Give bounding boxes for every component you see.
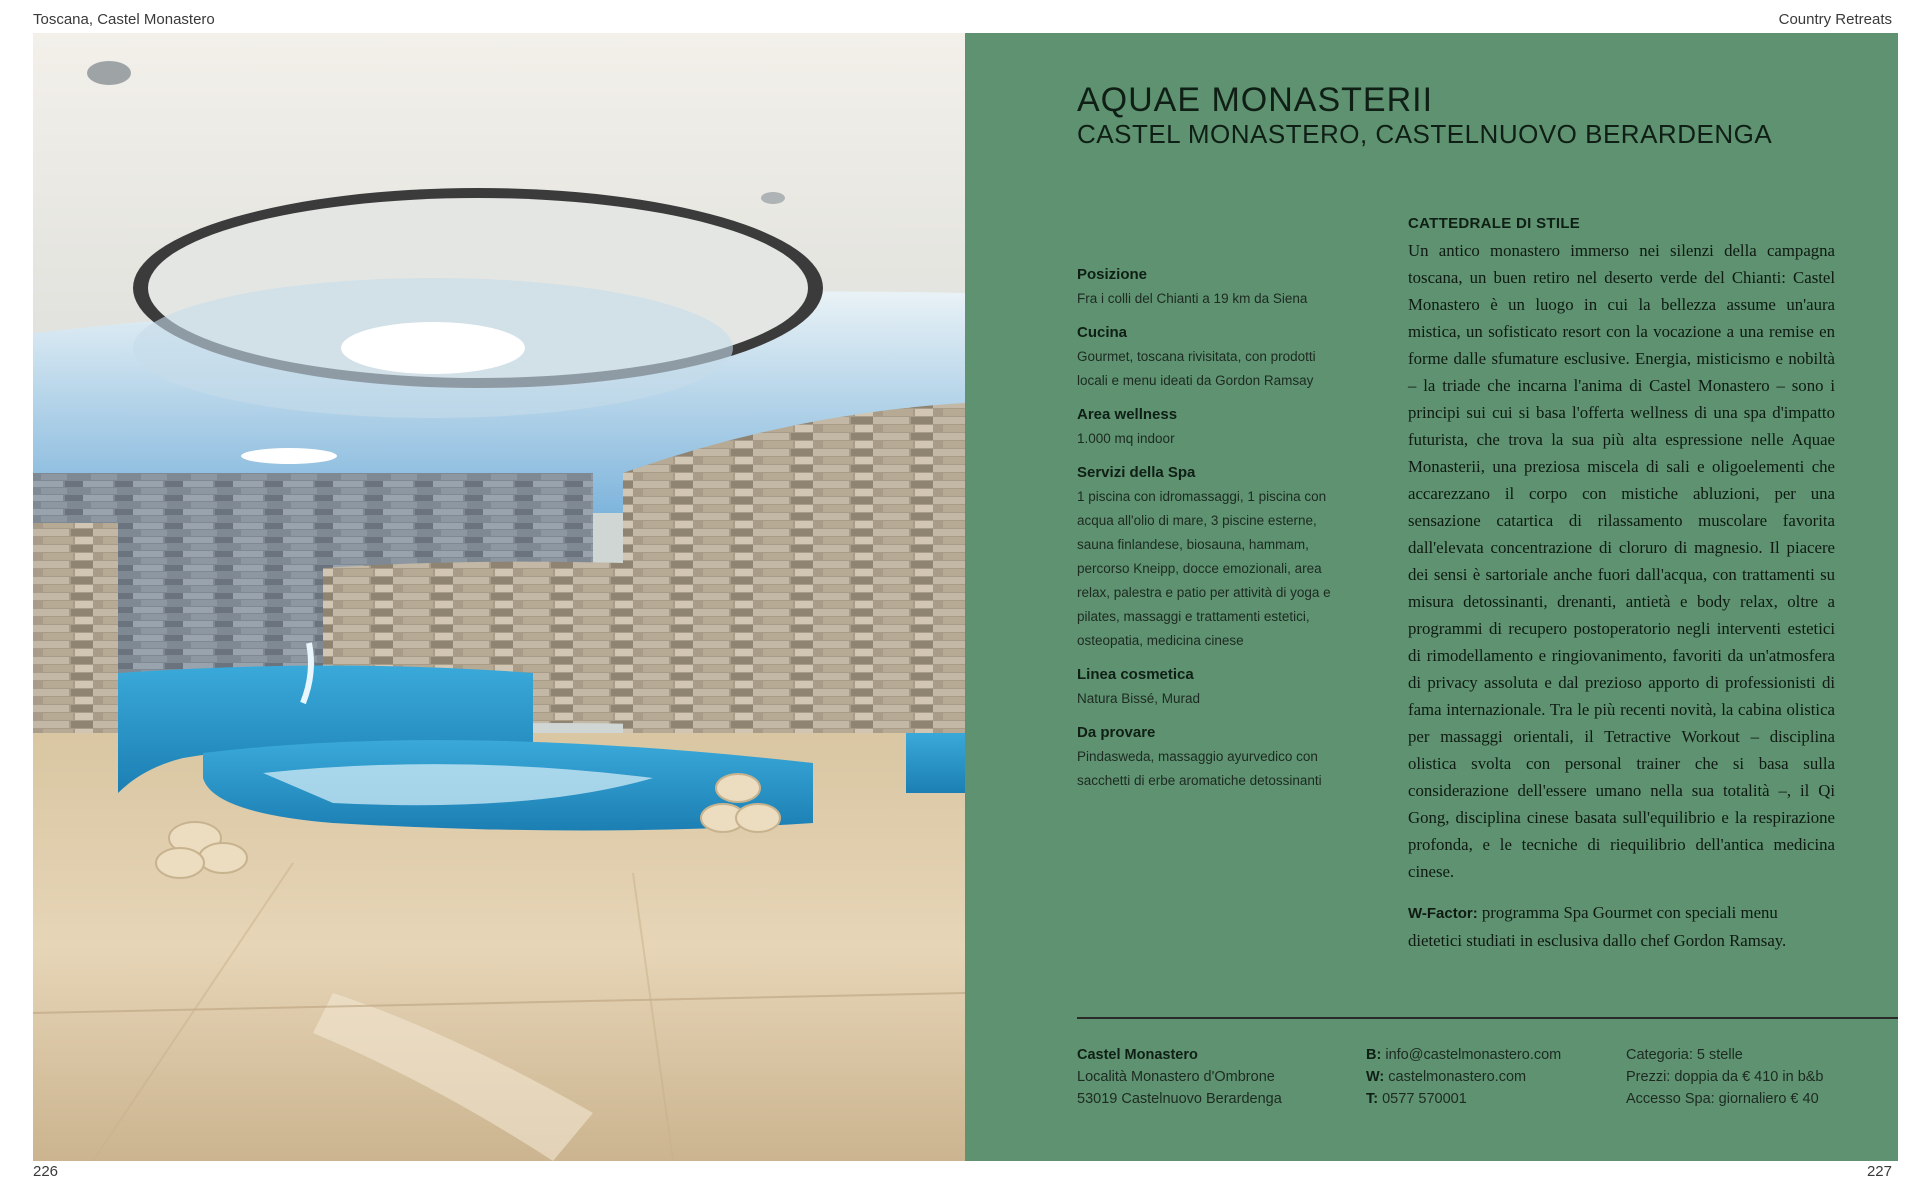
fact-item <box>1077 665 1337 711</box>
w-factor-label: W-Factor: <box>1408 905 1478 922</box>
fact-label: Servizi della Spa <box>1077 464 1196 481</box>
prices: Prezzi: doppia da € 410 in b&b <box>1626 1069 1824 1085</box>
running-head-left: Toscana, Castel Monastero <box>33 11 215 28</box>
web-line <box>1366 1066 1561 1088</box>
divider <box>1077 1017 1898 1019</box>
fact-text: 1.000 mq indoor <box>1077 431 1175 446</box>
article <box>1408 213 1835 954</box>
fact-label: Cucina <box>1077 324 1128 341</box>
contact-address <box>1077 1044 1282 1110</box>
fact-item <box>1077 265 1337 311</box>
web-link: castelmonastero.com <box>1384 1069 1527 1085</box>
email-label: B: <box>1366 1047 1382 1063</box>
article-body: Un antico monastero immerso nei silenzi della campagna toscana, un buen retiro nel deserto verde del Chianti: Castel Monastero è un luogo in cui la bellezza assume un'aura mistica, un sofisticato resort con la vocazione a una remise en forme dalle sfumature esclusive. Energia, misticismo e nobiltà – la triade che incarna l'anima di Castel Monastero – sono i principi sui cui si basa l'offerta wellness di una spa d'impatto futurista, che trova la sua più alta espressione nelle Aquae Monasterii, una preziosa miscela di sali e oligoelementi che accarezzano il corpo con mistiche abluzioni, per una sensazione catartica di rilassamento muscolare favorita dall'elevata concentrazione di cloruro di magnesio. Il piacere dei sensi è sartoriale anche fuori dall'acqua, con trattamenti su misura detossinanti, drenanti, antietà e body relax, oltre a programmi di recupero postoperatorio negli interventi estetici di rimodellamento e ringiovanimento, favoriti da un'atmosfera di privacy assoluta e dal prezioso apporto di professionisti di fama internazionale. Tra le più recenti novità, la cabina olistica per massaggi orientali, il Tetractive Workout – disciplina olistica svolta con personal trainer che si basa sulla considerazione dell'essere umano nella sua totalità –, il Qi Gong, disciplina cinese basata sull'equilibrio e la respirazione profonda, e le tecniche di riequilibrio dell'antica medicina cinese. <box>1408 241 1835 881</box>
running-head-right: Country Retreats <box>1778 11 1892 28</box>
info-panel <box>965 33 1898 1161</box>
fact-label: Posizione <box>1077 266 1148 283</box>
fact-label: Area wellness <box>1077 406 1178 423</box>
fact-item <box>1077 405 1337 451</box>
page-subtitle: CASTEL MONASTERO, CASTELNUOVO BERARDENGA <box>1077 119 1773 149</box>
phone-label: T: <box>1366 1091 1379 1107</box>
fact-label: Da provare <box>1077 724 1156 741</box>
phone-number: 0577 570001 <box>1378 1091 1467 1107</box>
address-line: Località Monastero d'Ombrone <box>1077 1069 1275 1085</box>
article-heading: CATTEDRALE DI STILE <box>1408 215 1581 232</box>
w-factor-text: programma Spa Gourmet con speciali menu dietetici studiati in esclusiva dallo chef Gordon Ramsay. <box>1408 903 1787 950</box>
email-line <box>1366 1044 1561 1066</box>
fact-text: Fra i colli del Chianti a 19 km da Siena <box>1077 291 1308 306</box>
fact-text: Gourmet, toscana rivisitata, con prodotti locali e menu ideati da Gordon Ramsay <box>1077 349 1316 388</box>
fact-text: Pindasweda, massaggio ayurvedico con sacchetti di erbe aromatiche detossinanti <box>1077 749 1322 788</box>
spa-photo <box>33 33 965 1161</box>
fact-item <box>1077 323 1337 393</box>
facts-sidebar <box>1077 265 1337 805</box>
email-link: info@castelmonastero.com <box>1381 1047 1562 1063</box>
web-label: W: <box>1366 1069 1385 1085</box>
category: Categoria: 5 stelle <box>1626 1047 1743 1063</box>
fact-label: Linea cosmetica <box>1077 666 1194 683</box>
page-title: AQUAE MONASTERII <box>1077 81 1434 119</box>
page-number-left: 226 <box>33 1163 59 1180</box>
hotel-info <box>1626 1044 1824 1110</box>
fact-item <box>1077 723 1337 793</box>
address-line: 53019 Castelnuovo Berardenga <box>1077 1091 1282 1107</box>
spa-access: Accesso Spa: giornaliero € 40 <box>1626 1091 1819 1107</box>
w-factor <box>1408 899 1835 954</box>
fact-text: Natura Bissé, Murad <box>1077 691 1201 706</box>
fact-text: 1 piscina con idromassaggi, 1 piscina con acqua all'olio di mare, 3 piscine esterne, sauna finlandese, biosauna, hammam, percorso Kneipp, docce emozionali, area relax, palestra e patio per attività di yoga e pilates, massaggi e trattamenti estetici, osteopatia, medicina cinese <box>1077 489 1331 648</box>
hotel-name: Castel Monastero <box>1077 1047 1198 1063</box>
fact-item <box>1077 463 1337 653</box>
contact-channels <box>1366 1044 1561 1110</box>
page-number-right: 227 <box>1866 1163 1892 1180</box>
phone-line <box>1366 1088 1561 1110</box>
